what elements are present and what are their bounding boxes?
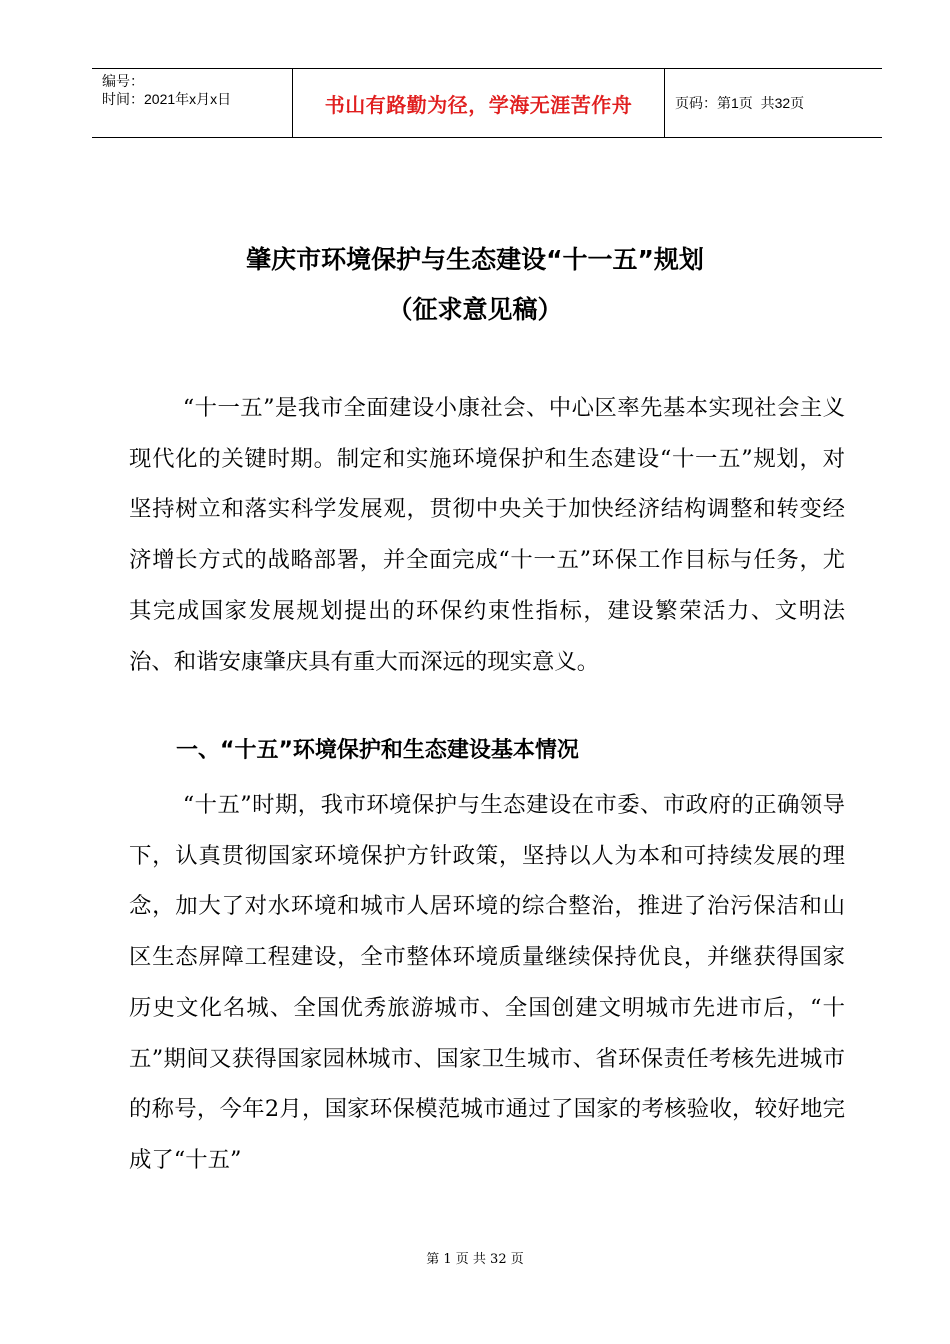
document-subtitle: （征求意见稿）: [387, 295, 563, 324]
header-meta-cell: [92, 69, 293, 137]
header-motto: 书山有路勤为径，学海无涯苦作舟: [293, 69, 665, 137]
intro-paragraph: “十一五”是我市全面建设小康社会、中心区率先基本实现社会主义现代化的关键时期。制定和实施环境保护和生态建设“十一五”规划，对坚持树立和落实科学发展观，贯彻中央关于加快经济结构调整和转变经济增长方式的战略部署，并全面完成“十一五”环保工作目标与任务，尤其完成国家发展规划提出的环保约束性指标，建设繁荣活力、文明法治、和谐安康肇庆具有重大而深远的现实意义。: [129, 395, 845, 675]
section-heading: 一、“十五”环境保护和生态建设基本情况: [176, 738, 579, 763]
header-page-info-cell: [665, 69, 882, 137]
document-time-label: 时间：2021年x月x日: [102, 91, 232, 107]
document-number-label: 编号：: [102, 73, 144, 89]
header-page-info: 页码：第1页 共32页: [675, 95, 805, 111]
document-title: 肇庆市环境保护与生态建设“十一五”规划: [246, 245, 704, 274]
page-footer: 第 1 页 共 32 页: [426, 1252, 524, 1267]
page-header: [92, 68, 882, 138]
section-paragraph: “十五”时期，我市环境保护与生态建设在市委、市政府的正确领导下，认真贯彻国家环境保护方针政策，坚持以人为本和可持续发展的理念，加大了对水环境和城市人居环境的综合整治，推进了治污保洁和山区生态屏障工程建设，全市整体环境质量继续保持优良，并继获得国家历史文化名城、全国优秀旅游城市、全国创建文明城市先进市后，“十五”期间又获得国家园林城市、国家卫生城市、省环保责任考核先进城市的称号，今年2月，国家环保模范城市通过了国家的考核验收，较好地完成了“十五”: [129, 792, 845, 1173]
